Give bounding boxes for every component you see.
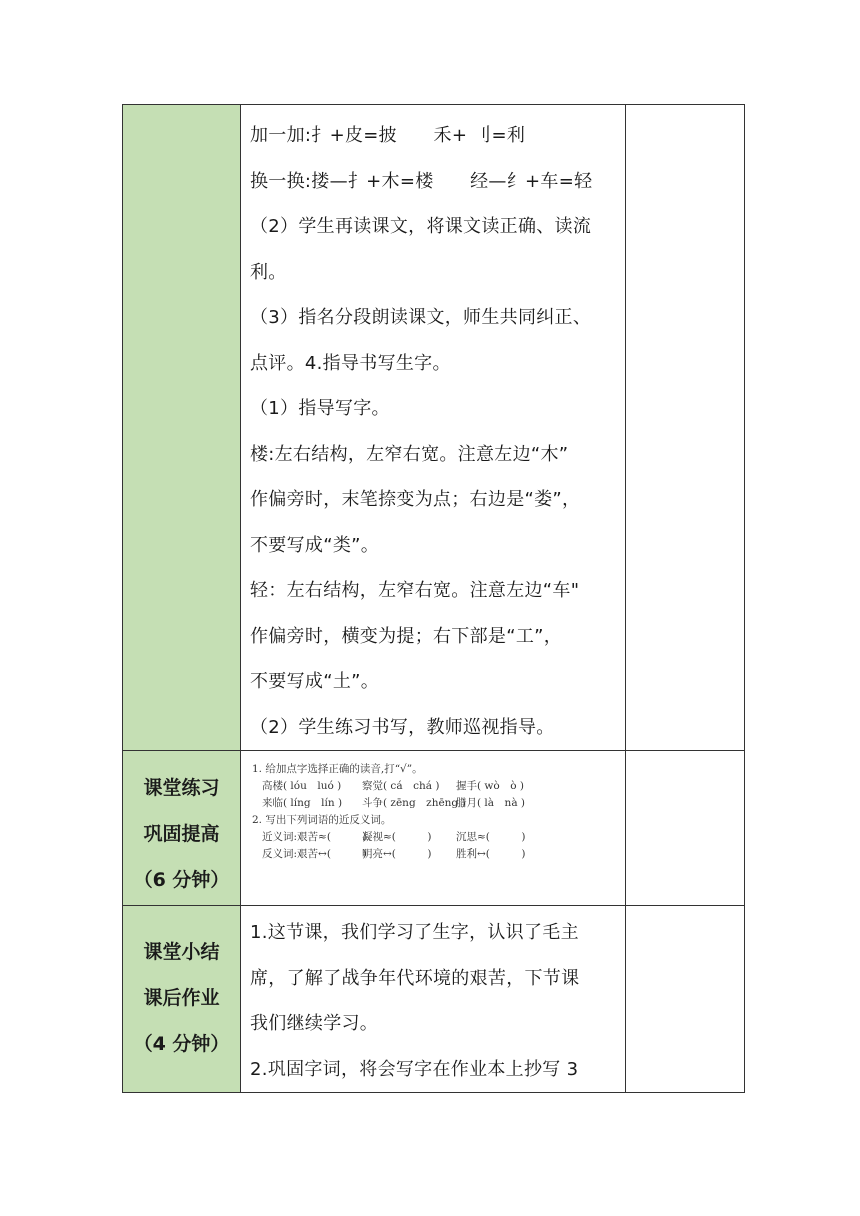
text-line: 加一加:扌+皮=披 禾+ 刂=利 [250,125,526,146]
section-label-line: 课堂练习 [143,777,220,799]
note-cell [626,906,745,1093]
text-line: 不要写成“土”。 [250,671,380,692]
text-line: 作偏旁时，末笔捺变为点；右边是“娄”， [250,489,581,510]
exercise-options-row: 高楼( lóu luó ) 察觉( cá chá ) 握手( wò ò ) [262,780,524,792]
text-line: 我们继续学习。 [250,1013,379,1034]
content-cell [241,751,626,906]
section-label-line: 课后作业 [143,987,220,1009]
text-line: 楼:左右结构，左窄右宽。注意左边“木” [250,443,569,465]
exercise-options-row: 反义词:艰苦↔( ) 明亮↔( ) 胜利↔( ) [262,848,526,860]
text-line: 席，了解了战争年代环境的艰苦，下节课 [250,967,580,989]
label-cell [123,751,241,906]
exercise-question: 1. 给加点字选择正确的读音,打“√”。 [252,763,423,775]
text-line: （3）指名分段朗读课文，师生共同纠正、 [250,307,592,328]
section-label [123,906,240,1067]
exercise-image [241,751,625,863]
table-row [123,105,745,751]
label-cell [123,105,241,751]
text-line: （1）指导写字。 [250,398,390,419]
table-row [123,751,745,906]
body-text [241,105,625,750]
section-label-line: （6 分钟） [133,869,230,891]
text-line: 换一换:搂—扌+木=楼 经—纟+车=轻 [250,170,593,192]
body-text [241,906,625,1092]
section-label-line: 课堂小结 [143,941,220,963]
lesson-plan-table [122,104,745,1093]
section-label-line: （4 分钟） [133,1033,230,1055]
exercise-question: 2. 写出下列词语的近反义词。 [252,814,392,826]
text-line: 轻：左右结构，左窄右宽。注意左边“车" [250,580,580,601]
text-line: 作偏旁时，横变为提；右下部是“工”， [250,625,563,647]
content-cell [241,906,626,1093]
text-line: （2）学生再读课文，将课文读正确、读流 [250,216,592,237]
exercise-options-row: 近义词:艰苦≈( ) 凝视≈( ) 沉思≈( ) [262,831,526,843]
section-label [123,751,240,903]
note-cell [626,751,745,906]
label-cell [123,906,241,1093]
section-label-line: 巩固提高 [143,823,220,845]
exercise-options-row: 来临( líng lín ) 斗争( zēng zhēng ) 腊月( là nà ) [262,797,526,809]
content-cell [241,105,626,751]
note-cell [626,105,745,751]
text-line: 1.这节课，我们学习了生字，认识了毛主 [250,922,579,943]
text-line: （2）学生练习书写，教师巡视指导。 [250,716,555,738]
table-row [123,906,745,1093]
text-line: 2.巩固字词，将会写字在作业本上抄写 3 [250,1058,579,1080]
text-line: 点评。4.指导书写生字。 [250,352,451,374]
text-line: 不要写成“类”。 [250,534,380,556]
text-line: 利。 [250,261,287,283]
